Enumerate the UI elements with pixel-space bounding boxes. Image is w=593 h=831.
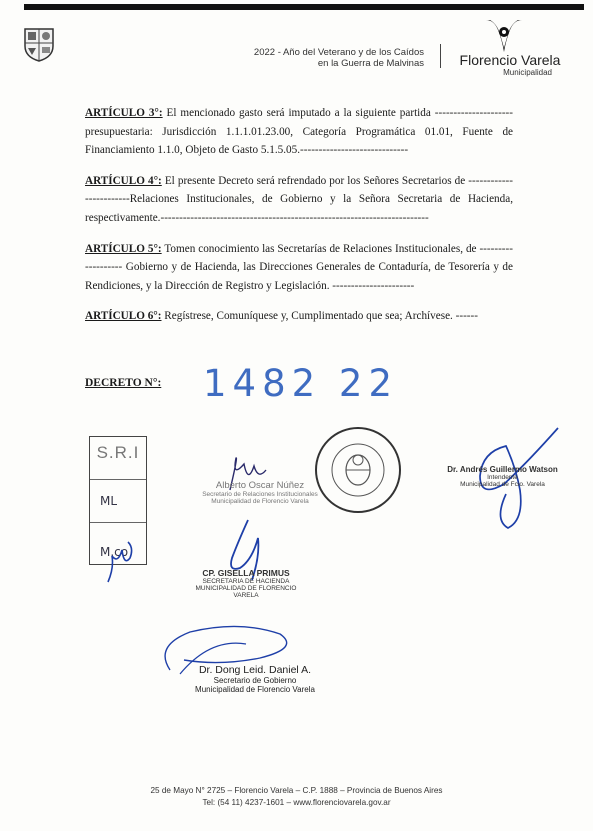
handwritten-initial-signature [100,538,140,584]
sri-initials: ML [100,494,118,508]
sri-initials: M.co [100,545,129,559]
signatory-name: CP. GISELLA PRIMUS [202,568,290,578]
article-text: El mencionado gasto será imputado a la siguiente partida ---------------------presupuestaria: Jurisdicción 1.1.1.01.23.00, Categoría Programática 01.01, Fuente de Financiamiento 1.1.0, Objeto de Gasto 5.1.5.05.----------------------------- [85,107,514,157]
signature-block-gobierno [190,664,320,694]
sri-title-cell [90,437,146,480]
signatory-name: Dr. Dong Leid. Daniel A. [198,664,312,676]
signature-block-nunez [196,480,324,505]
article-heading: ARTÍCULO 4°: [85,174,162,187]
article-heading: ARTÍCULO 5°: [85,242,162,255]
motto-line-2: en la Guerra de Malvinas [317,58,424,69]
header-motto [236,47,424,69]
florencio-varela-logo-icon [484,18,524,54]
article-text: Regístrese, Comuníquese y, Cumplimentado que sea; Archívese. ------ [161,310,478,323]
decree-number-stamp: 1482 22 [203,362,399,405]
official-seal-stamp [312,424,404,516]
signature-block-watson [440,465,565,488]
footer-address: 25 de Mayo N° 2725 – Florencio Varela – C.P. 1888 – Provincia de Buenos Aires [150,786,443,795]
signatory-org: MUNICIPALIDAD DE FLORENCIO VARELA [195,585,297,599]
municipal-crest-icon [22,26,56,62]
article-text: El presente Decreto será refrendado por los Señores Secretarios de ------------------------Relaciones Institucionales, de Gobierno y la Señora Secretaria de Hacienda, respectivamente.------------------------------------------------------------------------ [85,174,513,224]
signatory-name: Alberto Oscar Núñez [215,480,305,491]
signatory-role: Secretario de Relaciones Institucionales [202,491,318,498]
brand-name: Florencio Varela [459,52,561,68]
sri-title: S.R.I [96,443,140,462]
article-heading: ARTÍCULO 6°: [85,310,162,323]
article-5 [85,240,513,296]
brand-subtitle: Municipalidad [503,68,552,77]
article-6 [85,307,513,326]
motto-line-1: 2022 - Año del Veterano y de los Caídos [253,47,424,58]
signature-block-primus [188,568,304,599]
decree-body [85,104,513,338]
article-3 [85,104,513,160]
article-heading: ARTÍCULO 3°: [85,107,163,119]
sri-initials-cell [90,480,146,523]
header-divider [440,44,441,68]
footer-contact: Tel: (54 11) 4237-1601 – www.florenciovarela.gov.ar [202,798,391,807]
signatory-role: Secretario de Gobierno [213,676,297,685]
signatory-org: Municipalidad de Florencio Varela [211,498,309,505]
article-4 [85,172,513,228]
decree-number-label: DECRETO N°: [85,377,162,389]
signatory-role: SECRETARIA DE HACIENDA [202,578,290,585]
signatory-org: Municipalidad de Florencio Varela [195,685,315,694]
top-border-bar [24,4,584,10]
signatory-org: Municipalidad de Fcio. Varela [460,481,545,488]
article-text: Tomen conocimiento las Secretarías de Relaciones Institucionales, de ------------------- Gobierno y de Hacienda, las Direcciones Generales de Contaduría, de Tesorería y de Rendiciones, y la Dirección de Registro y Legislación. ---------------------- [85,242,513,292]
signatory-name: Dr. Andrés Guillermo Watson [447,465,558,474]
signatory-role: Intendente [487,474,518,481]
